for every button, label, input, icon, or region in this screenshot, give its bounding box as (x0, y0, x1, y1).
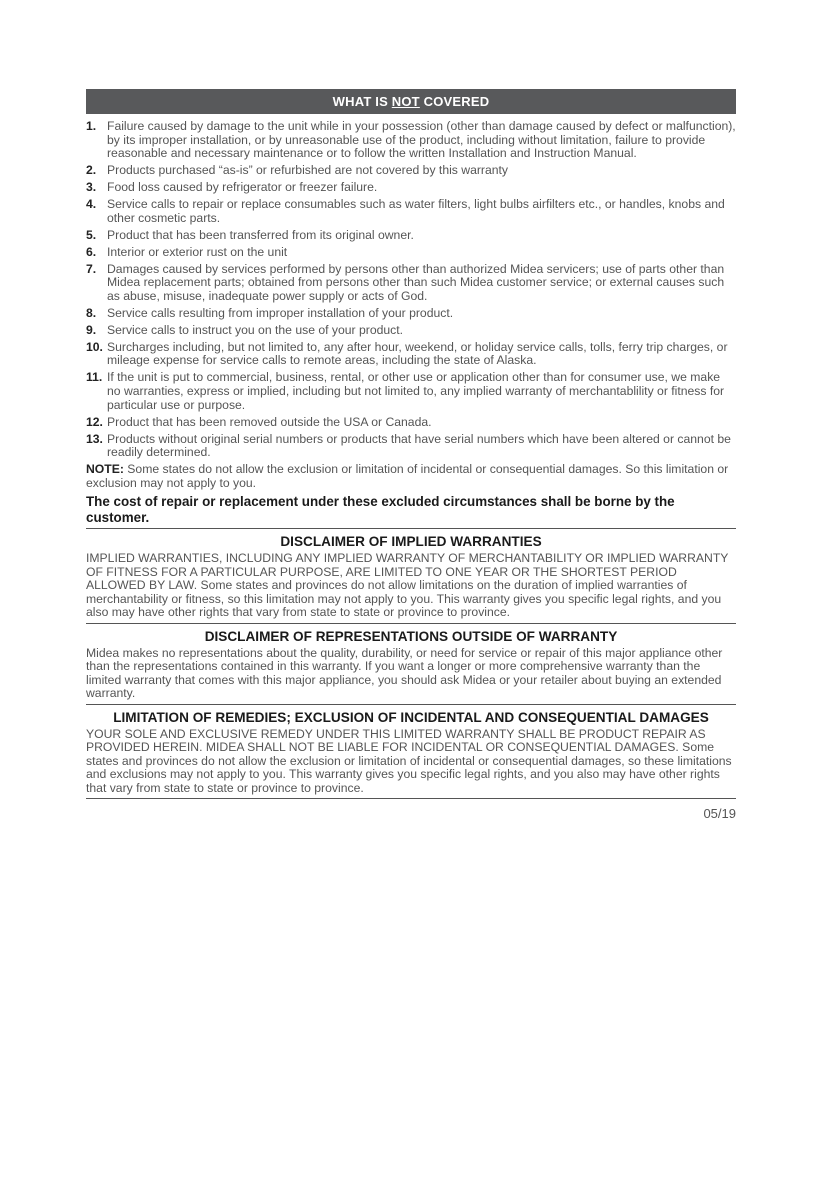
item-number: 13. (86, 431, 103, 446)
item-text: Service calls to instruct you on the use of your product. (107, 322, 404, 337)
section-title: DISCLAIMER OF IMPLIED WARRANTIES (280, 534, 542, 550)
item-text: Service calls to repair or replace consumables such as water filters, light bulbs airfilters etc., or handles, knobs and other cosmetic parts. (107, 197, 725, 225)
warranty-document (86, 89, 736, 821)
list-item (86, 263, 736, 304)
section-body: Midea makes no representations about the quality, durability, or need for service or repair of this major appliance other than the representations contained in this warranty. If you want a longer or more comprehensive warranty than the limited warranty that comes with this major appliance, you should ask Midea or your retailer about buying an extended warranty. (86, 645, 723, 701)
item-text: Failure caused by damage to the unit while in your possession (other than damage caused by defect or malfunction), by its improper installation, or by unreasonable use of the product, including without limitation, failure to provide reasonable and necessary maintenance or to follow the written Installation and Instruction Manual. (107, 119, 736, 161)
item-number: 5. (86, 227, 97, 242)
item-number: 6. (86, 244, 97, 259)
item-number: 4. (86, 197, 97, 212)
cost-statement: The cost of repair or replacement under these excluded circumstances shall be borne by the customer. (86, 494, 736, 529)
item-number: 8. (86, 305, 97, 320)
list-item (86, 433, 736, 460)
not-covered-header (86, 89, 736, 114)
list-item (86, 416, 736, 430)
item-text: Service calls resulting from improper installation of your product. (107, 305, 454, 320)
note-text: Some states do not allow the exclusion or limitation of incidental or consequential damages. So this limitation or exclusion may not apply to you. (86, 462, 729, 490)
header-suffix: COVERED (419, 94, 490, 109)
implied-warranties-section (86, 534, 736, 624)
item-number: 7. (86, 261, 97, 276)
item-text: Damages caused by services performed by persons other than authorized Midea servicers; use of parts other than Midea replacement parts; obtained from persons other than such Midea customer service; or external causes such as abuse, misuse, inadequate power supply or acts of God. (107, 261, 725, 303)
section-body: IMPLIED WARRANTIES, INCLUDING ANY IMPLIED WARRANTY OF MERCHANTABILITY OR IMPLIED WARRANTY OF FITNESS FOR A PARTICULAR PURPOSE, ARE LIMITED TO ONE YEAR OR THE SHORTEST PERIOD ALLOWED BY LAW. Some states and provinces do not allow limitations on the duration of implied warranties of merchantability or fitness, so this limitation may not apply to you. This warranty gives you specific legal rights, and you also may have other rights that vary from state to state or province to province. (86, 551, 729, 620)
item-text: Product that has been removed outside the USA or Canada. (107, 414, 432, 429)
list-item (86, 164, 736, 178)
section-body: YOUR SOLE AND EXCLUSIVE REMEDY UNDER THIS LIMITED WARRANTY SHALL BE PRODUCT REPAIR AS PROVIDED HEREIN. MIDEA SHALL NOT BE LIABLE FOR INCIDENTAL OR CONSEQUENTIAL DAMAGES. Some states and provinces do not allow the exclusion or limitation of incidental or consequential damages, so these limitations and exclusions may not apply to you. This warranty gives you specific legal rights, and you also may have other rights that vary from state to state or province to province. (86, 726, 732, 795)
note-paragraph (86, 463, 736, 490)
item-number: 12. (86, 414, 103, 429)
list-item (86, 307, 736, 321)
page-number: 05/19 (703, 806, 736, 822)
list-item (86, 371, 736, 412)
exclusions-list (86, 120, 736, 460)
item-text: Product that has been transferred from its original owner. (107, 227, 414, 242)
item-number: 11. (86, 370, 103, 385)
item-number: 10. (86, 339, 103, 354)
list-item (86, 120, 736, 161)
item-number: 1. (86, 119, 97, 133)
item-text: Surcharges including, but not limited to, any after hour, weekend, or holiday service calls, tolls, ferry trip charges, or mileage expense for service calls to remote areas, including the state of Alaska. (107, 339, 728, 368)
list-item (86, 246, 736, 260)
item-text: Products purchased “as-is” or refurbished are not covered by this warranty (107, 163, 509, 178)
list-item (86, 229, 736, 243)
item-number: 9. (86, 322, 97, 337)
header-underlined-word: NOT (391, 94, 420, 109)
item-text: Food loss caused by refrigerator or freezer failure. (107, 180, 378, 195)
item-number: 3. (86, 180, 97, 195)
item-text: Interior or exterior rust on the unit (107, 244, 288, 259)
list-item (86, 181, 736, 195)
list-item (86, 198, 736, 225)
item-text: Products without original serial numbers or products that have serial numbers which have been altered or cannot be readily determined. (107, 431, 731, 460)
note-label: NOTE: (86, 462, 124, 477)
representations-section (86, 629, 736, 705)
header-prefix: WHAT IS (332, 94, 392, 109)
list-item (86, 324, 736, 338)
section-title: LIMITATION OF REMEDIES; EXCLUSION OF INCIDENTAL AND CONSEQUENTIAL DAMAGES (113, 709, 709, 725)
limitation-of-remedies-section (86, 710, 736, 800)
list-item (86, 341, 736, 368)
section-title: DISCLAIMER OF REPRESENTATIONS OUTSIDE OF WARRANTY (204, 628, 618, 644)
item-number: 2. (86, 163, 97, 178)
item-text: If the unit is put to commercial, business, rental, or other use or application other than for consumer use, we make no warranties, express or implied, including but not limited to, any implied warranty of merchantablility or fitness for particular use or purpose. (107, 370, 725, 412)
